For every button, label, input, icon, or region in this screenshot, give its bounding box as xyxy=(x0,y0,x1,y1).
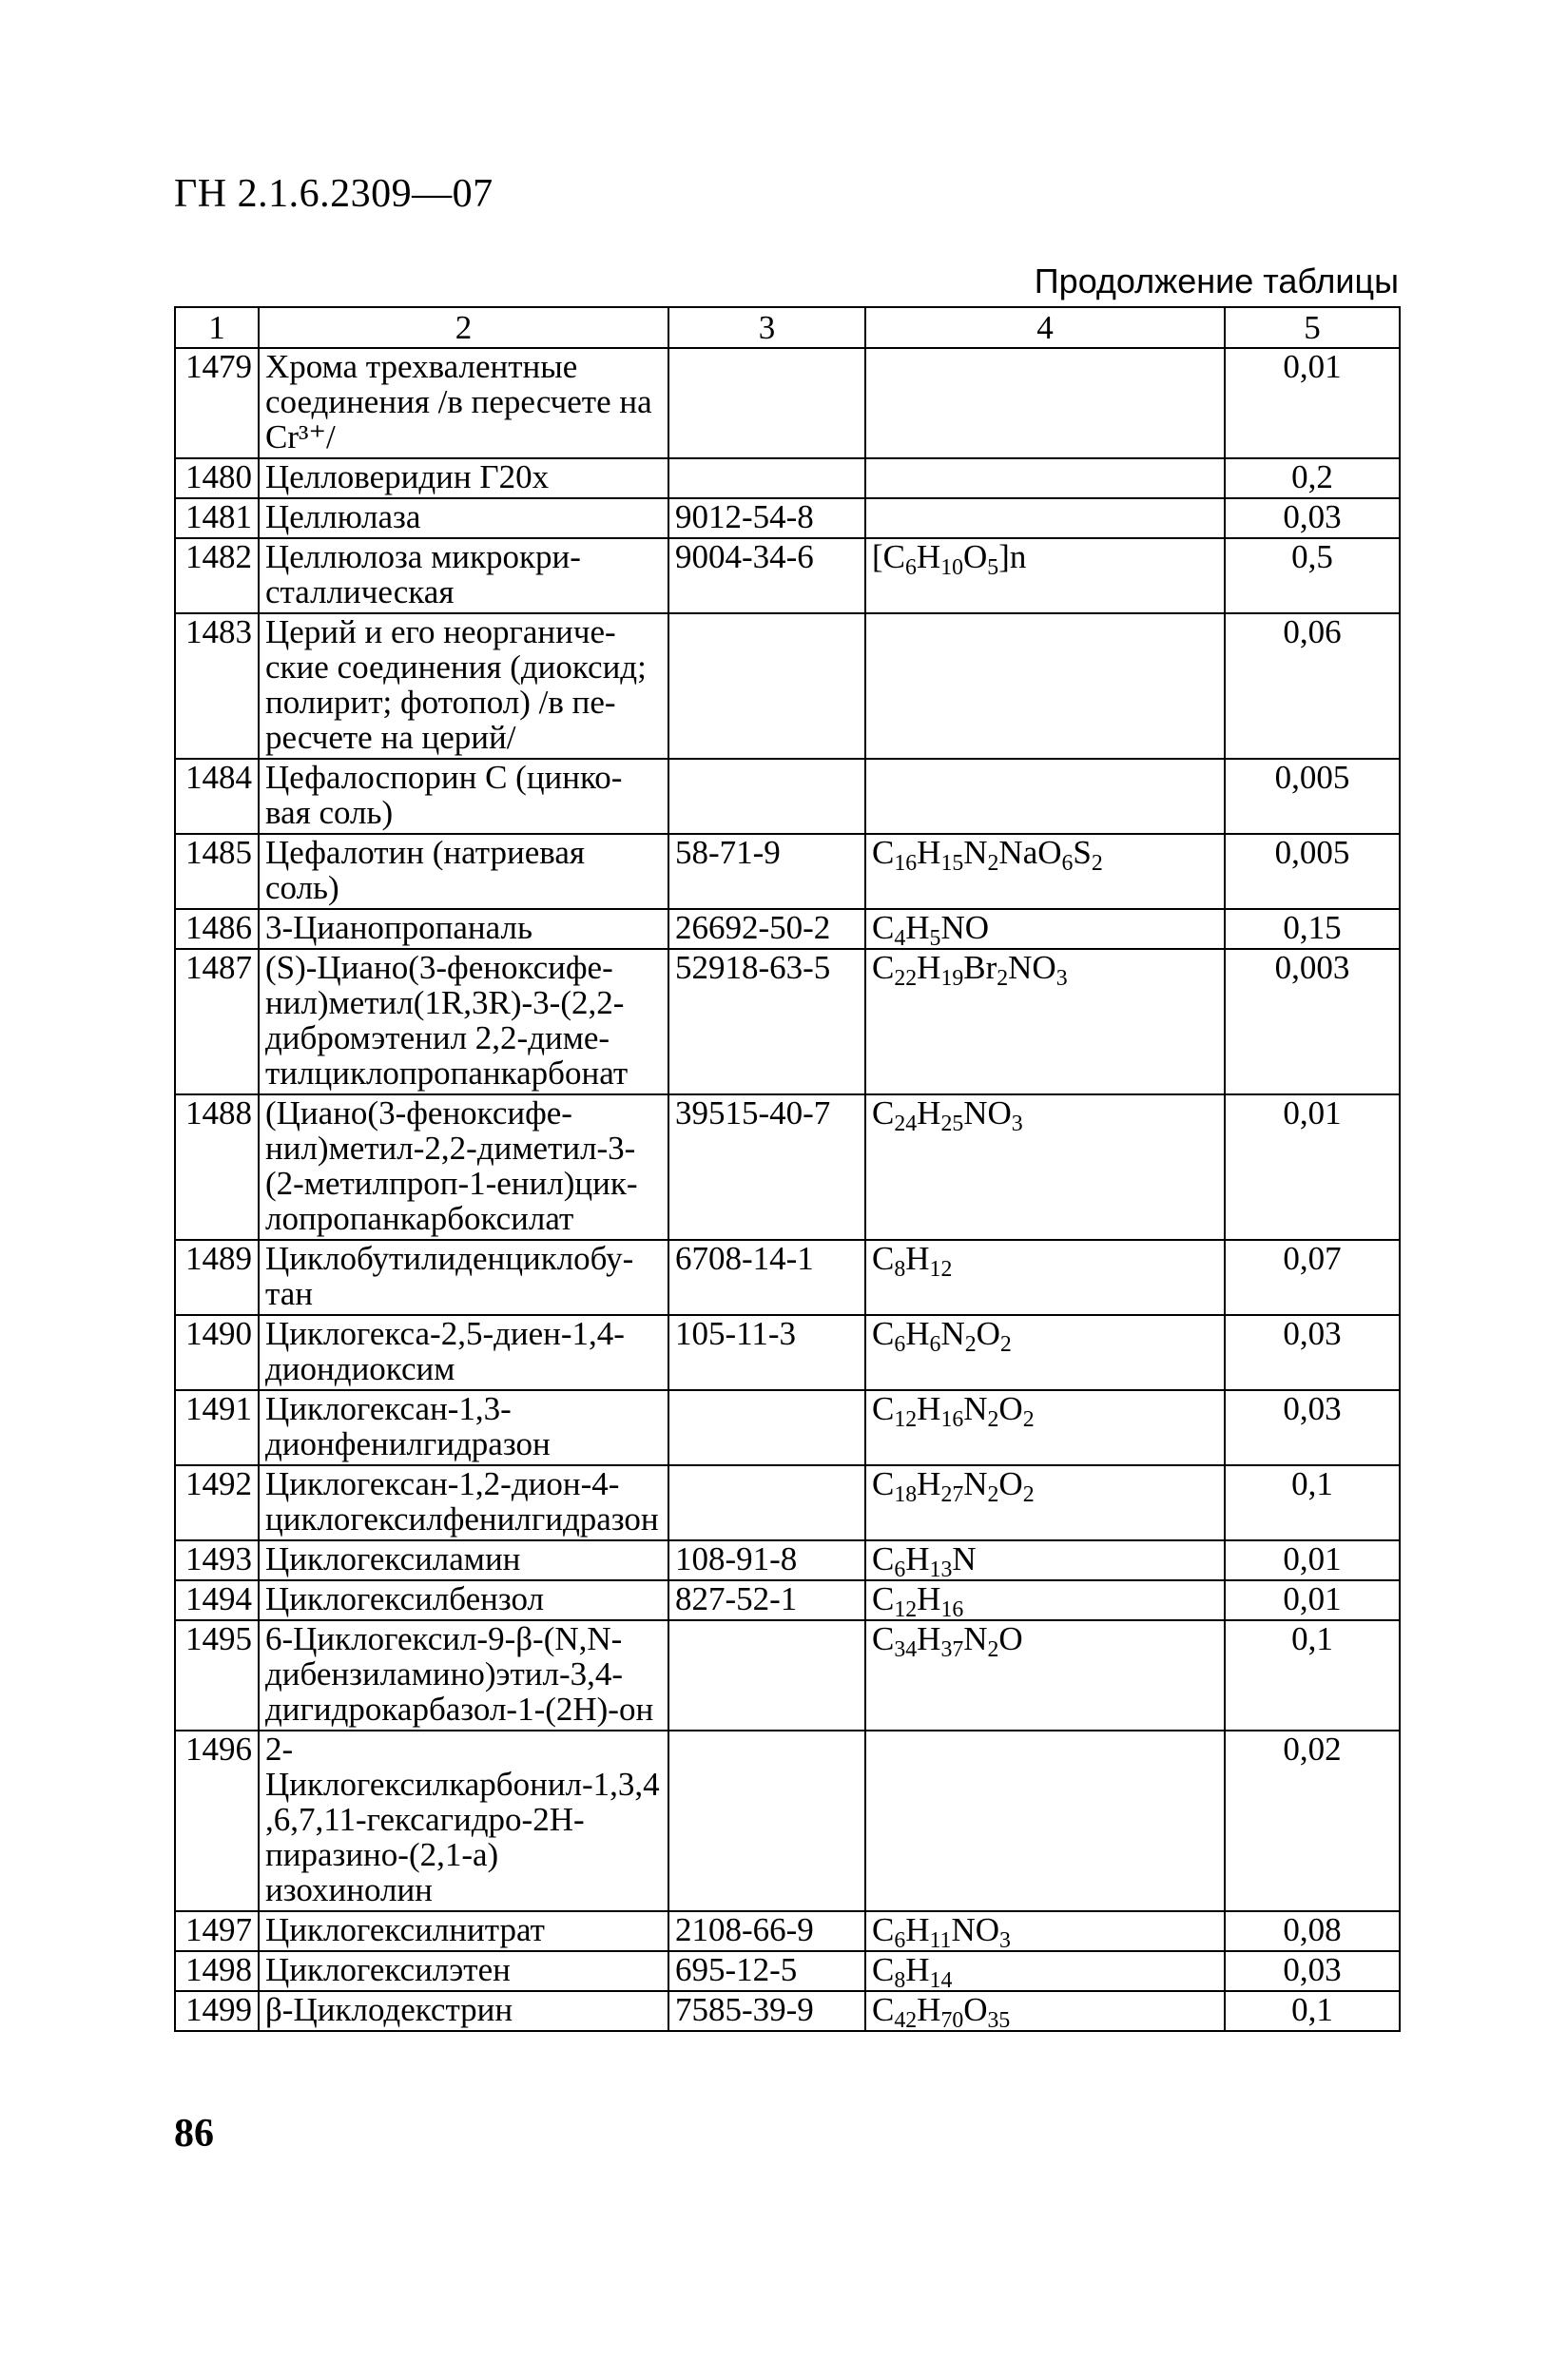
row-number-cell: 1491 xyxy=(175,1390,259,1465)
cas-number-cell: 9012-54-8 xyxy=(668,498,865,538)
formula-cell: $C_{12}H_{16}$ xyxy=(865,1580,1225,1620)
table-row xyxy=(175,538,1400,613)
cas-number-cell: 26692-50-2 xyxy=(668,909,865,949)
table-continuation-label: Продолжение таблицы xyxy=(1034,261,1399,300)
row-number-cell: 1485 xyxy=(175,834,259,909)
cas-number-cell xyxy=(668,458,865,498)
formula-cell: $C_{18}H_{27}N_2O_2$ xyxy=(865,1465,1225,1540)
formula-cell: $C_{34}H_{37}N_2O$ xyxy=(865,1620,1225,1731)
cas-number-cell: 52918-63-5 xyxy=(668,949,865,1094)
limit-value-cell: 0,02 xyxy=(1225,1731,1400,1911)
limit-value-cell: 0,01 xyxy=(1225,1580,1400,1620)
substance-name-cell: Циклогексан-1,3-дионфенилгидразон xyxy=(259,1390,668,1465)
substance-name-cell: Целловеридин Г20х xyxy=(259,458,668,498)
limit-value-cell: 0,08 xyxy=(1225,1911,1400,1951)
row-number-cell: 1497 xyxy=(175,1911,259,1951)
substance-name-cell: Цефалотин (натриевая соль) xyxy=(259,834,668,909)
limit-value-cell: 0,03 xyxy=(1225,1390,1400,1465)
row-number-cell: 1495 xyxy=(175,1620,259,1731)
header-cell: 1 xyxy=(175,307,259,348)
row-number-cell: 1479 xyxy=(175,348,259,458)
substance-name-cell: Цефалоспорин С (цинко-вая соль) xyxy=(259,759,668,834)
table-row xyxy=(175,498,1400,538)
row-number-cell: 1487 xyxy=(175,949,259,1094)
row-number-cell: 1493 xyxy=(175,1540,259,1580)
header-cell: 2 xyxy=(259,307,668,348)
row-number-cell: 1492 xyxy=(175,1465,259,1540)
table-row xyxy=(175,949,1400,1094)
table-row xyxy=(175,1951,1400,1991)
row-number-cell: 1489 xyxy=(175,1240,259,1315)
formula-cell xyxy=(865,759,1225,834)
table-row xyxy=(175,1731,1400,1911)
formula-cell xyxy=(865,348,1225,458)
limit-value-cell: 0,06 xyxy=(1225,613,1400,759)
substances-table xyxy=(174,306,1401,2032)
limit-value-cell: 0,005 xyxy=(1225,834,1400,909)
cas-number-cell xyxy=(668,1731,865,1911)
cas-number-cell xyxy=(668,348,865,458)
cas-number-cell xyxy=(668,1390,865,1465)
row-number-cell: 1484 xyxy=(175,759,259,834)
formula-cell xyxy=(865,458,1225,498)
cas-number-cell: 9004-34-6 xyxy=(668,538,865,613)
limit-value-cell: 0,005 xyxy=(1225,759,1400,834)
limit-value-cell: 0,01 xyxy=(1225,1094,1400,1240)
limit-value-cell: 0,003 xyxy=(1225,949,1400,1094)
row-number-cell: 1499 xyxy=(175,1991,259,2031)
substance-name-cell: Циклогексилнитрат xyxy=(259,1911,668,1951)
formula-cell: $[C_6H_{10}O_5]n$ xyxy=(865,538,1225,613)
formula-cell: $C_{22}H_{19}Br_2NO_3$ xyxy=(865,949,1225,1094)
table-row xyxy=(175,1540,1400,1580)
document-code: ГН 2.1.6.2309—07 xyxy=(174,172,494,216)
substance-name-cell: Циклогексан-1,2-дион-4-циклогексилфенилгидразон xyxy=(259,1465,668,1540)
cas-number-cell: 2108-66-9 xyxy=(668,1911,865,1951)
table-row xyxy=(175,1911,1400,1951)
limit-value-cell: 0,5 xyxy=(1225,538,1400,613)
formula-cell xyxy=(865,1731,1225,1911)
limit-value-cell: 0,1 xyxy=(1225,1620,1400,1731)
formula-cell: $C_4H_5NO$ xyxy=(865,909,1225,949)
table-row xyxy=(175,458,1400,498)
limit-value-cell: 0,15 xyxy=(1225,909,1400,949)
substance-name-cell: Церий и его неорганиче-ские соединения (диоксид; полирит; фотопол) /в пе-ресчете на церий/ xyxy=(259,613,668,759)
cas-number-cell xyxy=(668,1620,865,1731)
substance-name-cell: (S)-Циано(3-феноксифе-нил)метил(1R,3R)-3-(2,2-дибромэтенил 2,2-диме-тилциклопропанкарбонат xyxy=(259,949,668,1094)
cas-number-cell: 695-12-5 xyxy=(668,1951,865,1991)
formula-cell: $C_6H_6N_2O_2$ xyxy=(865,1315,1225,1390)
header-cell: 5 xyxy=(1225,307,1400,348)
table-row xyxy=(175,1094,1400,1240)
table-header-row xyxy=(175,307,1400,348)
header-cell: 3 xyxy=(668,307,865,348)
table-row xyxy=(175,348,1400,458)
cas-number-cell: 105-11-3 xyxy=(668,1315,865,1390)
table-row xyxy=(175,1620,1400,1731)
substance-name-cell: (Циано(3-феноксифе-нил)метил-2,2-диметил-3-(2-метилпроп-1-енил)цик-лопропанкарбоксилат xyxy=(259,1094,668,1240)
formula-cell: $C_8H_{12}$ xyxy=(865,1240,1225,1315)
substance-name-cell: β-Циклодекстрин xyxy=(259,1991,668,2031)
row-number-cell: 1480 xyxy=(175,458,259,498)
row-number-cell: 1498 xyxy=(175,1951,259,1991)
substance-name-cell: Хрома трехвалентные соединения /в пересчете на Cr³⁺/ xyxy=(259,348,668,458)
table-row xyxy=(175,1991,1400,2031)
limit-value-cell: 0,1 xyxy=(1225,1991,1400,2031)
substance-name-cell: Целлюлоза микрокри-сталлическая xyxy=(259,538,668,613)
row-number-cell: 1494 xyxy=(175,1580,259,1620)
table-row xyxy=(175,1580,1400,1620)
row-number-cell: 1490 xyxy=(175,1315,259,1390)
substance-name-cell: Циклобутилиденциклобу-тан xyxy=(259,1240,668,1315)
table-row xyxy=(175,834,1400,909)
limit-value-cell: 0,03 xyxy=(1225,1951,1400,1991)
substance-name-cell: Циклогекса-2,5-диен-1,4-диондиоксим xyxy=(259,1315,668,1390)
formula-cell: $C_6H_{11}NO_3$ xyxy=(865,1911,1225,1951)
substance-name-cell: 2-Циклогексилкарбонил-1,3,4,6,7,11-гексагидро-2Н-пиразино-(2,1-а) изохинолин xyxy=(259,1731,668,1911)
table-row xyxy=(175,1465,1400,1540)
substance-name-cell: Циклогексилэтен xyxy=(259,1951,668,1991)
formula-cell xyxy=(865,498,1225,538)
formula-cell: $C_8H_{14}$ xyxy=(865,1951,1225,1991)
cas-number-cell xyxy=(668,1465,865,1540)
row-number-cell: 1486 xyxy=(175,909,259,949)
cas-number-cell: 58-71-9 xyxy=(668,834,865,909)
limit-value-cell: 0,03 xyxy=(1225,1315,1400,1390)
formula-cell: $C_{12}H_{16}N_2O_2$ xyxy=(865,1390,1225,1465)
limit-value-cell: 0,1 xyxy=(1225,1465,1400,1540)
row-number-cell: 1496 xyxy=(175,1731,259,1911)
table-row xyxy=(175,759,1400,834)
cas-number-cell: 7585-39-9 xyxy=(668,1991,865,2031)
formula-cell xyxy=(865,613,1225,759)
table-row xyxy=(175,613,1400,759)
formula-cell: $C_6H_{13}N$ xyxy=(865,1540,1225,1580)
limit-value-cell: 0,01 xyxy=(1225,1540,1400,1580)
substance-name-cell: Целлюлаза xyxy=(259,498,668,538)
substance-name-cell: Циклогексиламин xyxy=(259,1540,668,1580)
page-number: 86 xyxy=(174,2112,214,2156)
substance-name-cell: 3-Цианопропаналь xyxy=(259,909,668,949)
header-cell: 4 xyxy=(865,307,1225,348)
limit-value-cell: 0,01 xyxy=(1225,348,1400,458)
cas-number-cell xyxy=(668,759,865,834)
table-row xyxy=(175,1240,1400,1315)
cas-number-cell xyxy=(668,613,865,759)
substance-name-cell: Циклогексилбензол xyxy=(259,1580,668,1620)
limit-value-cell: 0,07 xyxy=(1225,1240,1400,1315)
limit-value-cell: 0,03 xyxy=(1225,498,1400,538)
formula-cell: $C_{24}H_{25}NO_3$ xyxy=(865,1094,1225,1240)
table-row xyxy=(175,909,1400,949)
row-number-cell: 1483 xyxy=(175,613,259,759)
cas-number-cell: 108-91-8 xyxy=(668,1540,865,1580)
row-number-cell: 1488 xyxy=(175,1094,259,1240)
row-number-cell: 1482 xyxy=(175,538,259,613)
limit-value-cell: 0,2 xyxy=(1225,458,1400,498)
cas-number-cell: 827-52-1 xyxy=(668,1580,865,1620)
cas-number-cell: 6708-14-1 xyxy=(668,1240,865,1315)
substance-name-cell: 6-Циклогексил-9-β-(N,N-дибензиламино)этил-3,4-дигидрокарбазол-1-(2Н)-он xyxy=(259,1620,668,1731)
formula-cell: $C_{16}H_{15}N_2NaO_6S_2$ xyxy=(865,834,1225,909)
cas-number-cell: 39515-40-7 xyxy=(668,1094,865,1240)
row-number-cell: 1481 xyxy=(175,498,259,538)
table-row xyxy=(175,1315,1400,1390)
formula-cell: $C_{42}H_{70}O_{35}$ xyxy=(865,1991,1225,2031)
table-row xyxy=(175,1390,1400,1465)
